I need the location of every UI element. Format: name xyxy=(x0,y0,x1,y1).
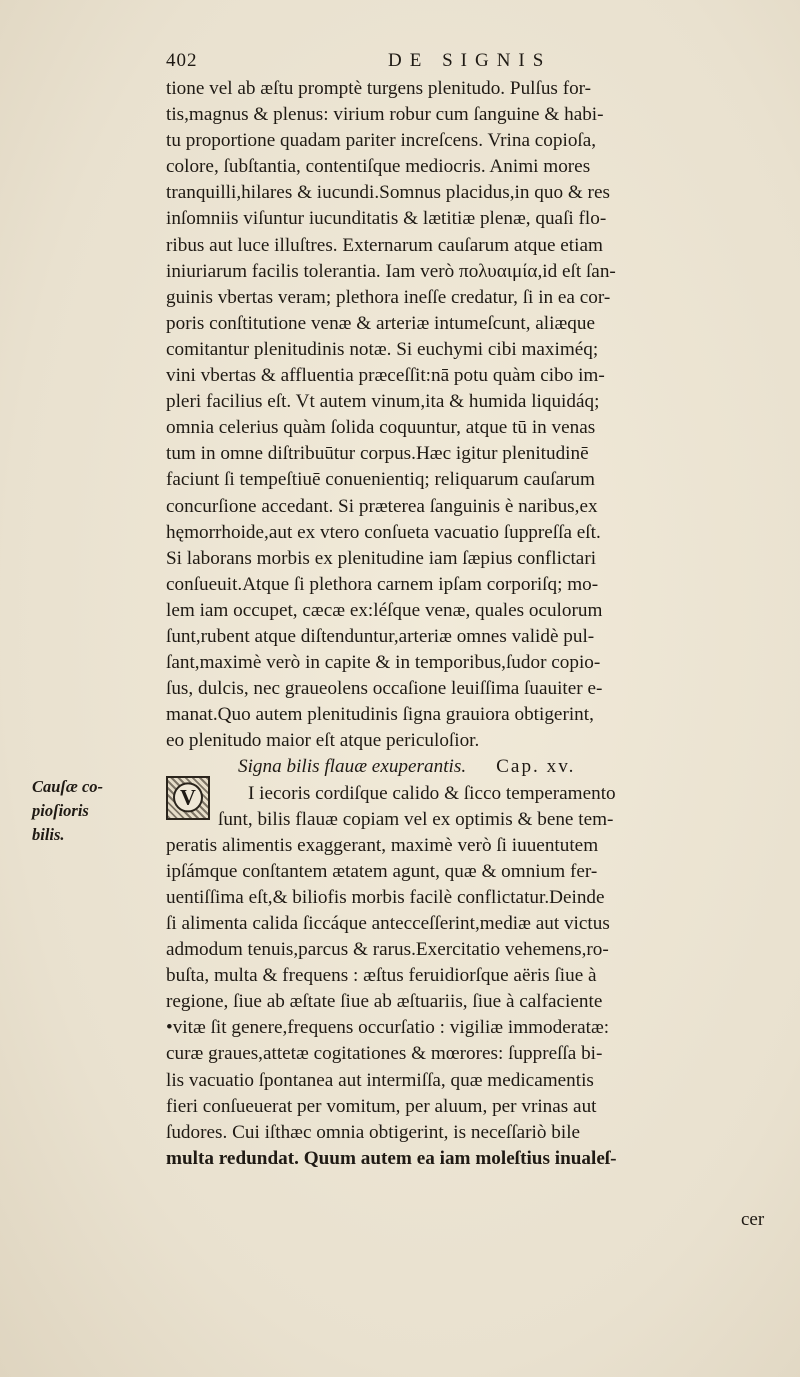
text-block xyxy=(166,76,780,1172)
catchword: cer xyxy=(741,1209,765,1230)
initial-letter: V xyxy=(173,782,203,812)
text-line: manat.Quo autem plenitudinis ſigna grauiora obtigerint, xyxy=(166,704,594,726)
chapter-number: Cap. xv. xyxy=(496,756,576,778)
margin-note-line: bilis. xyxy=(32,825,65,844)
text-line: uentiſſima eſt,& biliofis morbis facilè conflictatur.Deinde xyxy=(166,886,605,908)
text-line: tu proportione quadam pariter increſcens. Vrina copioſa, xyxy=(166,130,597,152)
text-line: lem iam occupet, cæcæ ex:léſque venæ, quales oculorum xyxy=(166,599,603,621)
text-line: vini vbertas & affluentia præceſſit:nā potu quàm cibo im- xyxy=(166,365,605,387)
text-line: Si laborans morbis ex plenitudine iam ſæpius conflictari xyxy=(166,547,597,569)
text-line: pleri facilius eſt. Vt autem vinum,ita & humida liquidáq; xyxy=(166,391,600,413)
text-line: tis,magnus & plenus: virium robur cum ſanguine & habi- xyxy=(166,104,604,126)
text-line: poris conſtitutione venæ & arteriæ intumeſcunt, aliæque xyxy=(166,312,595,334)
text-line: iniuriarum facilis tolerantia. Iam verò πολυαιμία,id eſt ſan- xyxy=(166,260,616,282)
margin-note-line: Cauſæ co- xyxy=(32,777,104,796)
text-line: I iecoris cordiſque calido & ſicco temperamento xyxy=(248,782,616,804)
text-line: conſueuit.Atque ſi plethora carnem ipſam corporiſq; mo- xyxy=(166,573,599,595)
text-line: omnia celerius quàm ſolida coquuntur, atque tū in venas xyxy=(166,417,596,439)
text-line: ſudores. Cui iſthæc omnia obtigerint, is neceſſariò bile xyxy=(166,1121,581,1143)
text-line: curæ graues,attetæ cogitationes & mœrores: ſuppreſſa bi- xyxy=(166,1043,603,1065)
running-head xyxy=(166,50,726,76)
text-line: hęmorrhoide,aut ex vtero conſueta vacuatio ſuppreſſa eſt. xyxy=(166,521,601,543)
chapter-title: Signa bilis flauæ exuperantis. xyxy=(238,756,467,778)
text-line: tione vel ab æſtu promptè turgens plenitudo. Pulſus for- xyxy=(166,78,592,99)
text-line: regione, ſiue ab æſtate ſiue ab æſtuariis, ſiue à calfaciente xyxy=(166,991,603,1013)
text-line: lis vacuatio ſpontanea aut intermiſſa, quæ medicamentis xyxy=(166,1069,594,1091)
text-line: tum in omne diſtribuūtur corpus.Hæc igitur plenitudinē xyxy=(166,443,589,465)
text-line: ſus, dulcis, nec graueolens occaſione leuiſſima ſuauiter e- xyxy=(166,678,603,700)
text-line: ribus aut luce illuſtres. Externarum cauſarum atque etiam xyxy=(166,234,603,256)
text-line: inſomniis viſuntur iucunditatis & lætitiæ plenæ, quaſi flo- xyxy=(166,208,607,230)
margin-note xyxy=(32,775,152,847)
text-line: concurſione accedant. Si præterea ſanguinis è naribus,ex xyxy=(166,495,598,517)
text-line: ſant,maximè verò in capite & in temporibus,ſudor copio- xyxy=(166,652,601,674)
text-line: comitantur plenitudinis notæ. Si euchymi cibi maximéq; xyxy=(166,338,599,360)
margin-note-line: pioſioris xyxy=(32,801,89,820)
text-line: faciunt ſi tempeſtiuē conuenientiq; reliquarum cauſarum xyxy=(166,469,595,491)
page-number: 402 xyxy=(166,50,198,71)
text-line: ſi alimenta calida ſiccáque antecceſſerint,mediæ aut victus xyxy=(166,913,610,934)
text-line: guinis vbertas veram; plethora ineſſe credatur, ſi in ea cor- xyxy=(166,286,611,308)
text-line: tranquilli,hilares & iucundi.Somnus placidus,in quo & res xyxy=(166,182,610,204)
text-line: multa redundat. Quum autem ea iam moleſtius inualeſ- xyxy=(166,1147,617,1169)
text-line: fieri conſueuerat per vomitum, per aluum, per vrinas aut xyxy=(166,1095,597,1117)
text-line: admodum tenuis,parcus & rarus.Exercitatio vehemens,ro- xyxy=(166,939,609,961)
running-title: DE SIGNIS xyxy=(388,50,552,71)
text-line: buſta, multa & frequens : æſtus feruidiorſque aëris ſiue à xyxy=(166,965,597,987)
text-line: eo plenitudo maior eſt atque periculoſior. xyxy=(166,730,480,752)
text-line: •vitæ ſit genere,frequens occurſatio : vigiliæ immoderatæ: xyxy=(166,1017,610,1039)
text-line: ſunt, bilis flauæ copiam vel ex optimis & bene tem- xyxy=(218,808,614,830)
text-line: colore, ſubſtantia, contentiſque mediocris. Animi mores xyxy=(166,156,591,178)
text-line: ipſámque conſtantem ætatem agunt, quæ & omnium fer- xyxy=(166,860,598,882)
text-line: peratis alimentis exaggerant, maximè verò ſi iuuentutem xyxy=(166,834,599,856)
text-line: ſunt,rubent atque diſtenduntur,arteriæ omnes validè pul- xyxy=(166,625,595,647)
chapter-heading xyxy=(166,754,780,780)
